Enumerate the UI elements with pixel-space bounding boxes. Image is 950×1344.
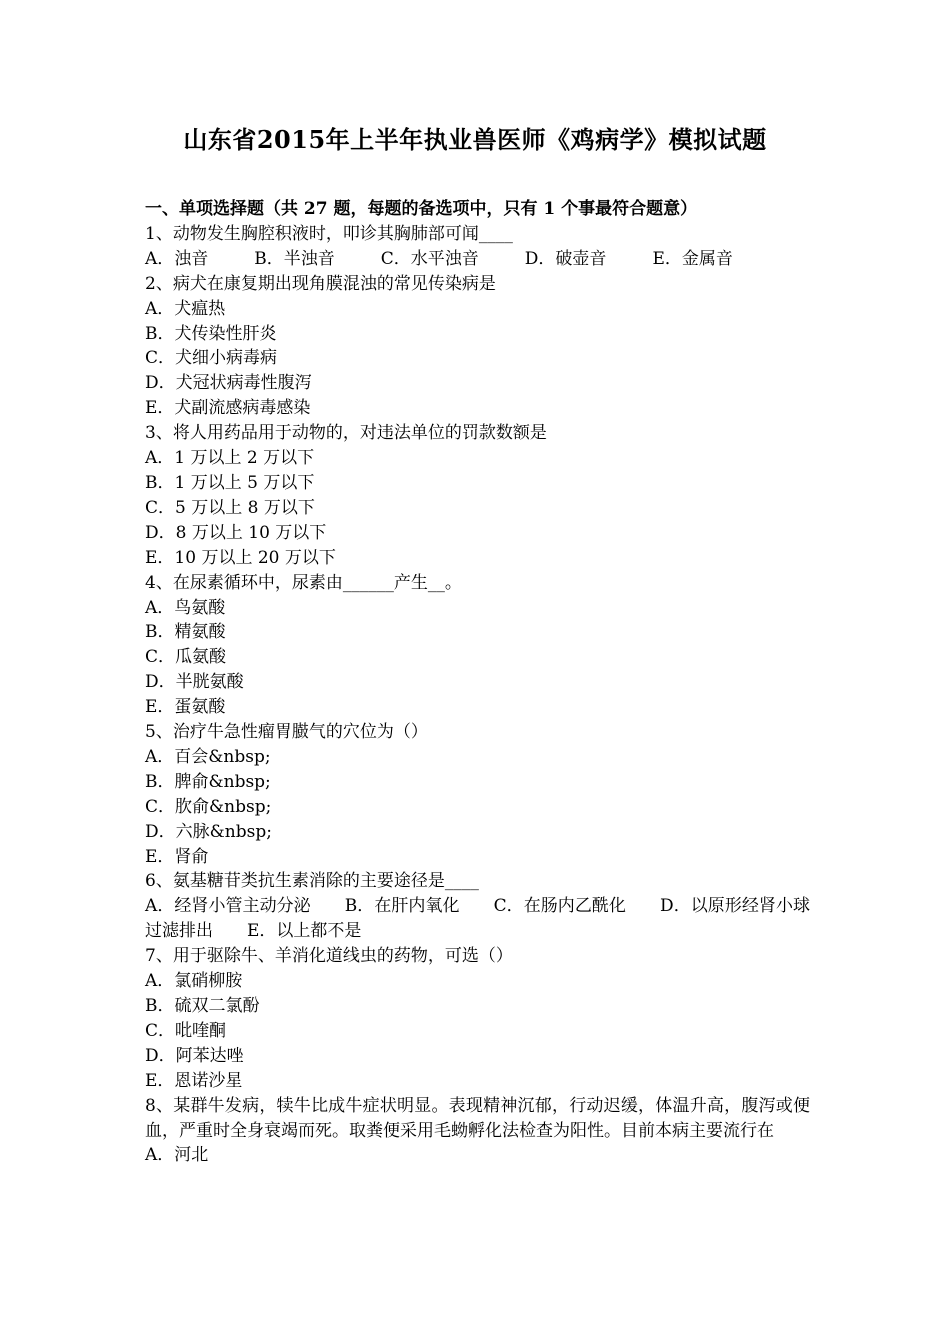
question-5-stem: 5、治疗牛急性瘤胃臌气的穴位为（）	[145, 722, 428, 743]
option-e: E．10 万以上 20 万以下	[145, 547, 336, 568]
option-b: B．半浊音	[254, 248, 335, 269]
option-d: D．半胱氨酸	[145, 672, 244, 693]
option-d: D．犬冠状病毒性腹泻	[145, 373, 312, 394]
option-c: C．吡喹酮	[145, 1020, 227, 1041]
question-1-options	[145, 247, 810, 272]
question-4-stem: 4、在尿素循环中，尿素由______产生__。	[145, 572, 462, 593]
option-a: A．鸟氨酸	[145, 597, 226, 618]
option-b: B．犬传染性肝炎	[145, 323, 277, 344]
option-e: E．恩诺沙星	[145, 1070, 243, 1091]
document-title: 山东省2015年上半年执业兽医师《鸡病学》模拟试题	[183, 125, 767, 154]
option-c: C．5 万以上 8 万以下	[145, 497, 315, 518]
document-body	[145, 197, 810, 1168]
question-6-options: A．经肾小管主动分泌 B．在肝内氧化 C．在肠内乙酰化 D．以原形经肾小球过滤排出 E．以上都不是	[145, 896, 810, 942]
option-b: B．精氨酸	[145, 622, 226, 643]
option-d: D．破壶音	[524, 248, 607, 269]
option-e: E．犬副流感病毒感染	[145, 398, 311, 419]
question-6-stem: 6、氨基糖苷类抗生素消除的主要途径是____	[145, 871, 479, 892]
option-a: A．1 万以上 2 万以下	[145, 448, 315, 469]
option-c: C．水平浊音	[380, 248, 479, 269]
option-c: C．肷俞&nbsp;	[145, 796, 272, 817]
option-a: A．河北	[145, 1145, 209, 1166]
option-a: A．浊音	[145, 248, 209, 269]
section-heading: 一、单项选择题（共 27 题，每题的备选项中，只有 1 个事最符合题意）	[145, 199, 698, 219]
question-1-stem: 1、动物发生胸腔积液时，叩诊其胸肺部可闻____	[145, 223, 513, 244]
option-e: E．肾俞	[145, 846, 209, 867]
option-a: A．氯硝柳胺	[145, 971, 243, 992]
option-b: B．脾俞&nbsp;	[145, 771, 271, 792]
option-d: D．六脉&nbsp;	[145, 821, 272, 842]
option-b: B．1 万以上 5 万以下	[145, 472, 315, 493]
option-e: E．蛋氨酸	[145, 697, 226, 718]
option-c: C．瓜氨酸	[145, 647, 227, 668]
question-7-stem: 7、用于驱除牛、羊消化道线虫的药物，可选（）	[145, 946, 513, 967]
option-a: A．百会&nbsp;	[145, 746, 271, 767]
option-d: D．8 万以上 10 万以下	[145, 522, 327, 543]
option-d: D．阿苯达唑	[145, 1045, 244, 1066]
option-e: E．金属音	[652, 248, 733, 269]
option-a: A．犬瘟热	[145, 298, 226, 319]
option-c: C．犬细小病毒病	[145, 348, 278, 369]
option-b: B．硫双二氯酚	[145, 996, 260, 1016]
question-2-stem: 2、病犬在康复期出现角膜混浊的常见传染病是	[145, 273, 496, 294]
question-8-stem: 8、某群牛发病，犊牛比成牛症状明显。表现精神沉郁，行动迟缓，体温升高，腹泻或便血，严重时全身衰竭而死。取粪便采用毛蚴孵化法检查为阳性。目前本病主要流行在	[145, 1095, 810, 1141]
question-3-stem: 3、将人用药品用于动物的，对违法单位的罚款数额是	[145, 423, 547, 444]
